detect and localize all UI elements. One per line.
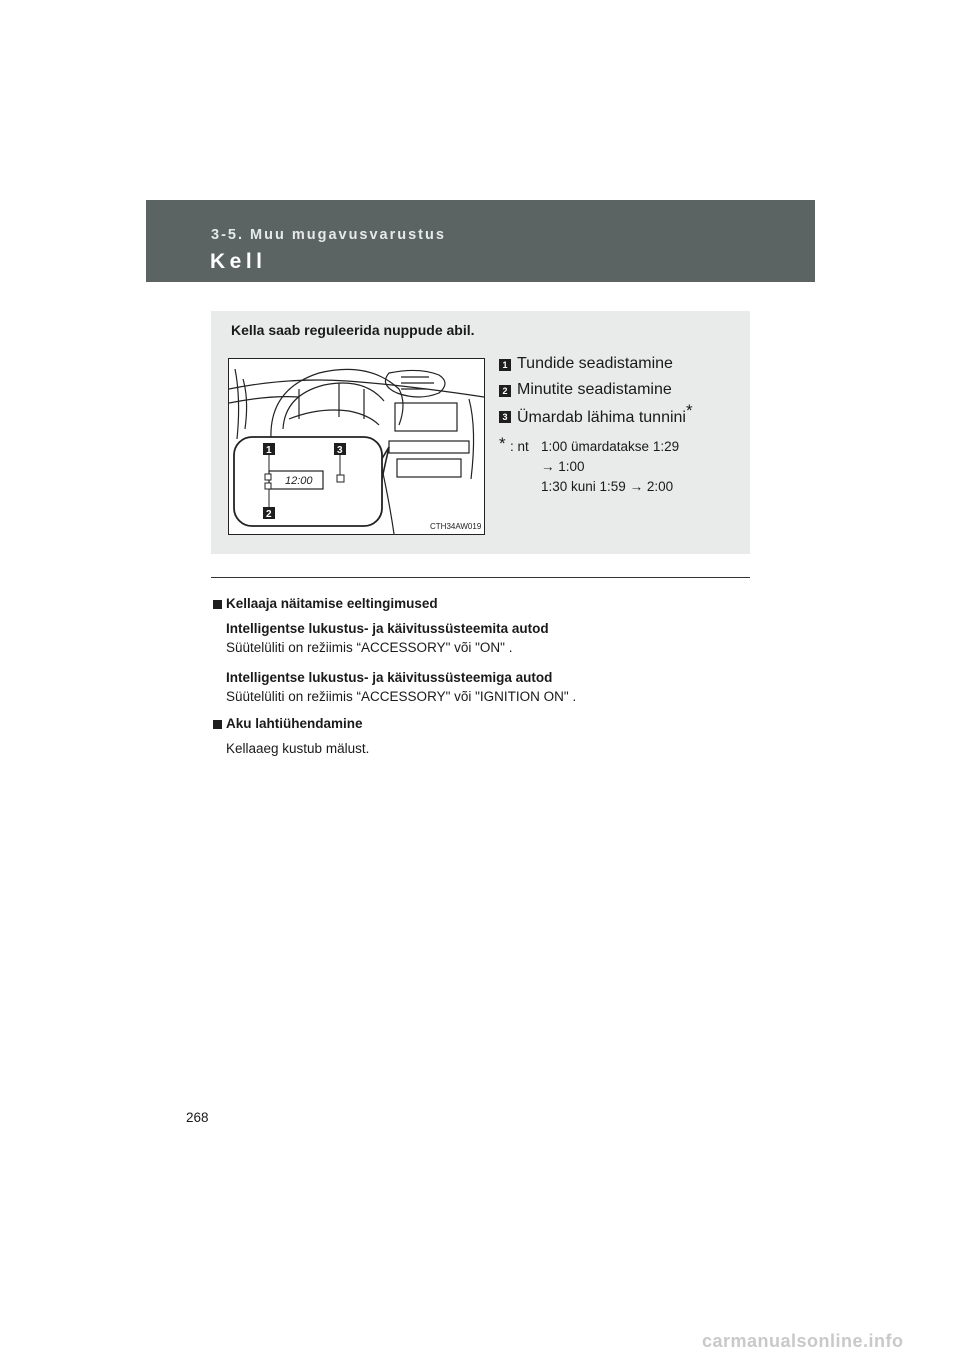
page-title: Kell bbox=[210, 250, 267, 273]
bullet-heading-text: Kellaaja näitamise eeltingimused bbox=[226, 596, 438, 611]
dashboard-drawing bbox=[229, 359, 484, 534]
subheading: Intelligentse lukustus- ja käivitussüsteemiga autod bbox=[226, 670, 553, 685]
intro-text: Kella saab reguleerida nuppude abil. bbox=[231, 322, 475, 338]
section-header bbox=[146, 200, 815, 282]
watermark: carmanualsonline.info bbox=[702, 1331, 904, 1351]
legend-label: Ümardab lähima tunnini bbox=[517, 409, 686, 426]
figure-code-text: CTH34AW019 bbox=[430, 522, 482, 531]
info-box bbox=[211, 311, 750, 554]
legend-item bbox=[499, 381, 749, 407]
callout-2-label: 2 bbox=[266, 509, 272, 520]
square-bullet-icon bbox=[213, 600, 222, 609]
legend-label-wrap bbox=[517, 401, 693, 427]
dashboard-illustration bbox=[228, 358, 485, 535]
square-bullet-icon bbox=[213, 720, 222, 729]
clock-display-text: 12:00 bbox=[285, 475, 313, 487]
body-text: Süütelüliti on režiimis “ACCESSORY" või "IGNITION ON" . bbox=[226, 689, 577, 704]
body-text: Kellaaeg kustub mälust. bbox=[226, 741, 370, 756]
subheading: Intelligentse lukustus- ja käivitussüsteemita autod bbox=[226, 621, 549, 636]
number-badge: 2 bbox=[499, 385, 511, 397]
callout-1-label: 1 bbox=[266, 445, 272, 456]
section-label: 3-5. Muu mugavusvarustus bbox=[211, 227, 446, 243]
footnote-line: → 1:00 bbox=[541, 459, 585, 474]
body-text: Süütelüliti on režiimis “ACCESSORY" või "ON" . bbox=[226, 640, 513, 655]
section-divider bbox=[211, 577, 750, 578]
footnote-prefix: : nt bbox=[510, 439, 529, 454]
legend-label: Minutite seadistamine bbox=[517, 381, 672, 398]
bullet-heading-text: Aku lahtiühendamine bbox=[226, 716, 363, 731]
bullet-heading bbox=[213, 596, 753, 618]
content-body bbox=[213, 596, 753, 762]
legend-item bbox=[499, 355, 749, 381]
footnote-marker: * bbox=[499, 434, 506, 453]
bullet-heading bbox=[213, 716, 753, 738]
legend-list bbox=[499, 355, 749, 433]
callout-3-label: 3 bbox=[337, 445, 343, 456]
footnote-line: 1:00 ümardatakse 1:29 bbox=[541, 439, 680, 454]
page-number: 268 bbox=[186, 1110, 209, 1125]
footnote-line: 1:30 kuni 1:59 → 2:00 bbox=[541, 479, 674, 494]
legend-item bbox=[499, 401, 749, 433]
legend-label: Tundide seadistamine bbox=[517, 355, 673, 372]
asterisk-marker: * bbox=[685, 401, 693, 420]
number-badge: 3 bbox=[499, 411, 511, 423]
number-badge: 1 bbox=[499, 359, 511, 371]
